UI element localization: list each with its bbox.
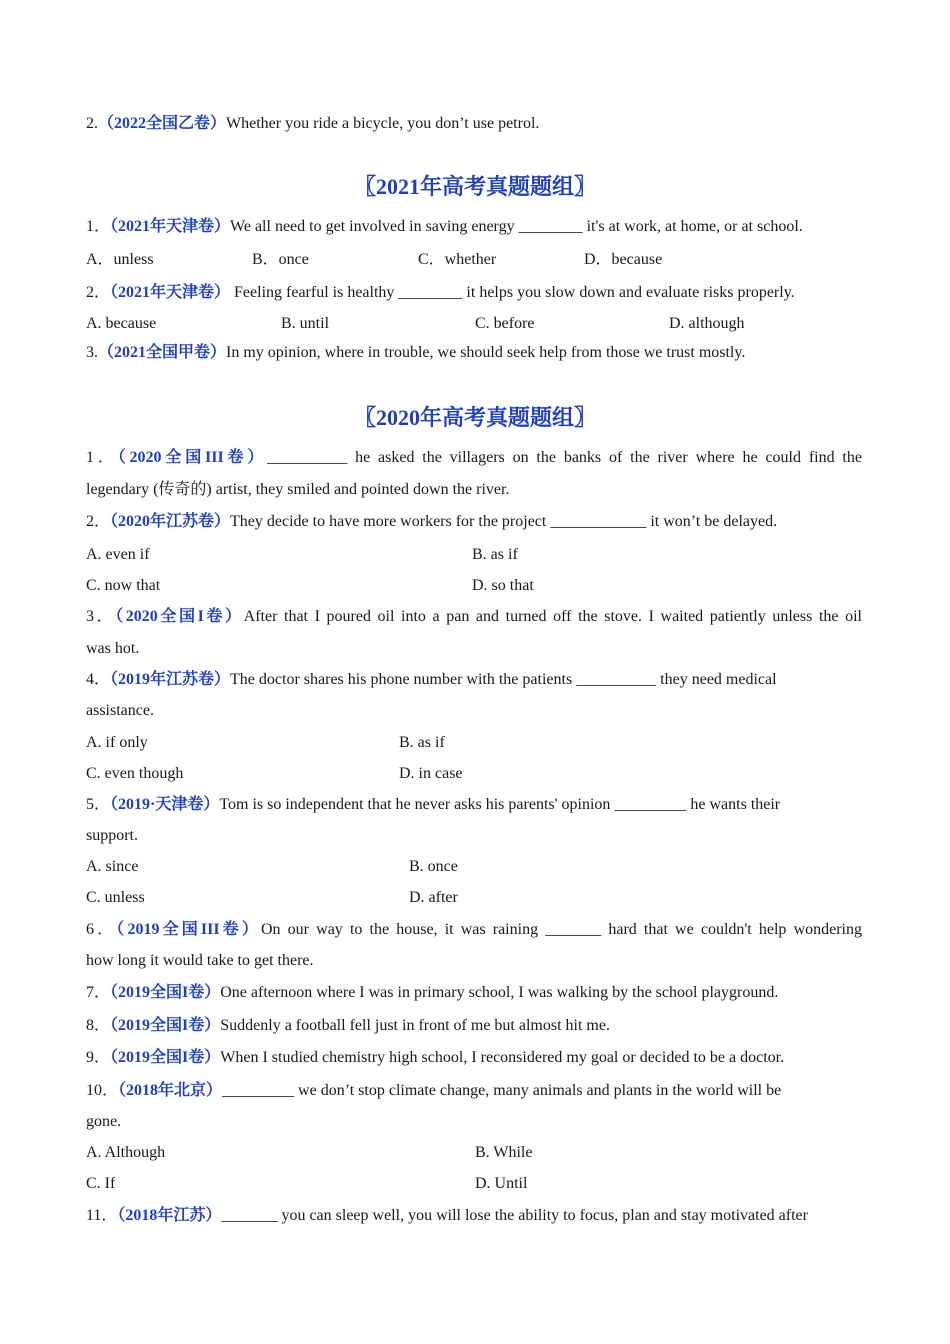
question-source: （2020全国I卷） [115, 608, 244, 625]
question-text: _______ you can sleep well, you will lose the ability to focus, plan and stay motivated after [221, 1207, 808, 1224]
question-text: On our way to the house, it was raining _______ hard that we couldn't help wondering [260, 921, 862, 938]
question-text: Suddenly a football fell just in front of me but almost hit me. [220, 1017, 610, 1034]
option-a: A．unless [86, 251, 154, 268]
question-2020-1 [86, 448, 862, 468]
question-number: 2． [86, 284, 111, 301]
question-2020-11 [86, 1206, 862, 1226]
option-c: C. unless [86, 889, 145, 906]
question-text: __________ he asked the villagers on the banks of the river where he could find the [267, 449, 862, 466]
section-heading-2021: 〖2021年高考真题题组〗 [353, 174, 596, 199]
question-source: （2021全国甲卷） [98, 344, 227, 361]
question-text: We all need to get involved in saving energy ________ it's at work, at home, or at school. [230, 218, 803, 235]
question-2020-8 [86, 1016, 862, 1036]
question-number: 2. [86, 115, 98, 132]
option-d: D. in case [399, 765, 463, 782]
question-source: （2019全国I卷） [110, 1017, 221, 1034]
option-c: C. before [475, 315, 535, 332]
question-text-continued: assistance. [86, 702, 154, 719]
question-text: The doctor shares his phone number with the patients __________ they need medical [230, 671, 777, 688]
question-text: When I studied chemistry high school, I reconsidered my goal or decided to be a doctor. [220, 1049, 785, 1066]
option-d: D. so that [472, 577, 534, 594]
question-text: Tom is so independent that he never asks his parents' opinion _________ he wants their [219, 796, 781, 813]
option-a: A. if only [86, 734, 148, 751]
option-b: B. once [409, 858, 458, 875]
question-text: After that I poured oil into a pan and turned off the stove. I waited patiently unless the oil [243, 608, 862, 625]
question-source: （2019全国I卷） [110, 1049, 221, 1066]
question-number: 3． [86, 608, 116, 625]
section-heading-2020: 〖2020年高考真题题组〗 [353, 405, 596, 430]
question-text: In my opinion, where in trouble, we should seek help from those we trust mostly. [226, 344, 746, 361]
question-source: （2020全国III卷） [117, 449, 268, 466]
question-number: 2． [86, 513, 111, 530]
option-a: A. because [86, 315, 157, 332]
option-d: D. although [669, 315, 745, 332]
question-2022-2 [86, 114, 862, 134]
option-a: A. even if [86, 546, 150, 563]
option-d: D．because [584, 251, 663, 268]
question-2021-1 [86, 217, 862, 237]
question-text-continued: legendary (传奇的) artist, they smiled and pointed down the river. [86, 481, 510, 498]
question-2021-3 [86, 343, 862, 363]
question-number: 9． [86, 1049, 111, 1066]
question-text-continued: how long it would take to get there. [86, 952, 314, 969]
question-source: （2022全国乙卷） [98, 115, 227, 132]
question-2020-7 [86, 983, 862, 1003]
question-source: （2018年江苏） [117, 1207, 222, 1224]
question-source: （2018年北京） [118, 1082, 223, 1099]
question-text: _________ we don’t stop climate change, many animals and plants in the world will be [222, 1082, 782, 1099]
question-number: 10． [86, 1082, 119, 1099]
question-2020-4 [86, 670, 862, 690]
option-b: B．once [252, 251, 309, 268]
question-2020-10 [86, 1081, 862, 1101]
option-c: C. even though [86, 765, 184, 782]
option-b: B. While [475, 1144, 533, 1161]
question-source: （2019全国III卷） [116, 921, 261, 938]
option-b: B. until [281, 315, 330, 332]
question-source: （2021年天津卷） [110, 284, 231, 301]
question-number: 1． [86, 449, 118, 466]
option-d: D. Until [475, 1175, 528, 1192]
question-2020-9 [86, 1048, 862, 1068]
option-c: C．whether [418, 251, 497, 268]
option-a: A. since [86, 858, 139, 875]
question-source: （2019全国I卷） [110, 984, 221, 1001]
question-2020-3 [86, 607, 862, 627]
question-2020-5 [86, 795, 862, 815]
question-number: 7． [86, 984, 111, 1001]
option-a: A. Although [86, 1144, 166, 1161]
option-c: C. If [86, 1175, 116, 1192]
option-b: B. as if [399, 734, 445, 751]
question-2021-2 [86, 283, 862, 303]
question-number: 11． [86, 1207, 118, 1224]
question-source: （2019年江苏卷） [110, 671, 231, 688]
question-text: Whether you ride a bicycle, you don’t use petrol. [226, 115, 540, 132]
question-text: Feeling fearful is healthy ________ it helps you slow down and evaluate risks properly. [230, 284, 795, 301]
question-2020-2 [86, 512, 862, 532]
option-c: C. now that [86, 577, 161, 594]
question-text-continued: support. [86, 827, 138, 844]
question-number: 5． [86, 796, 111, 813]
question-text-continued: gone. [86, 1113, 122, 1130]
question-number: 8． [86, 1017, 111, 1034]
question-source: （2019·天津卷） [110, 796, 220, 813]
question-number: 6． [86, 921, 117, 938]
question-text: One afternoon where I was in primary school, I was walking by the school playground. [220, 984, 779, 1001]
question-number: 3. [86, 344, 98, 361]
question-text: They decide to have more workers for the project ____________ it won’t be delayed. [230, 513, 778, 530]
question-source: （2020年江苏卷） [110, 513, 231, 530]
question-number: 4． [86, 671, 111, 688]
option-b: B. as if [472, 546, 518, 563]
question-source: （2021年天津卷） [110, 218, 231, 235]
option-d: D. after [409, 889, 458, 906]
question-number: 1． [86, 218, 111, 235]
question-text-continued: was hot. [86, 640, 140, 657]
question-2020-6 [86, 920, 862, 940]
